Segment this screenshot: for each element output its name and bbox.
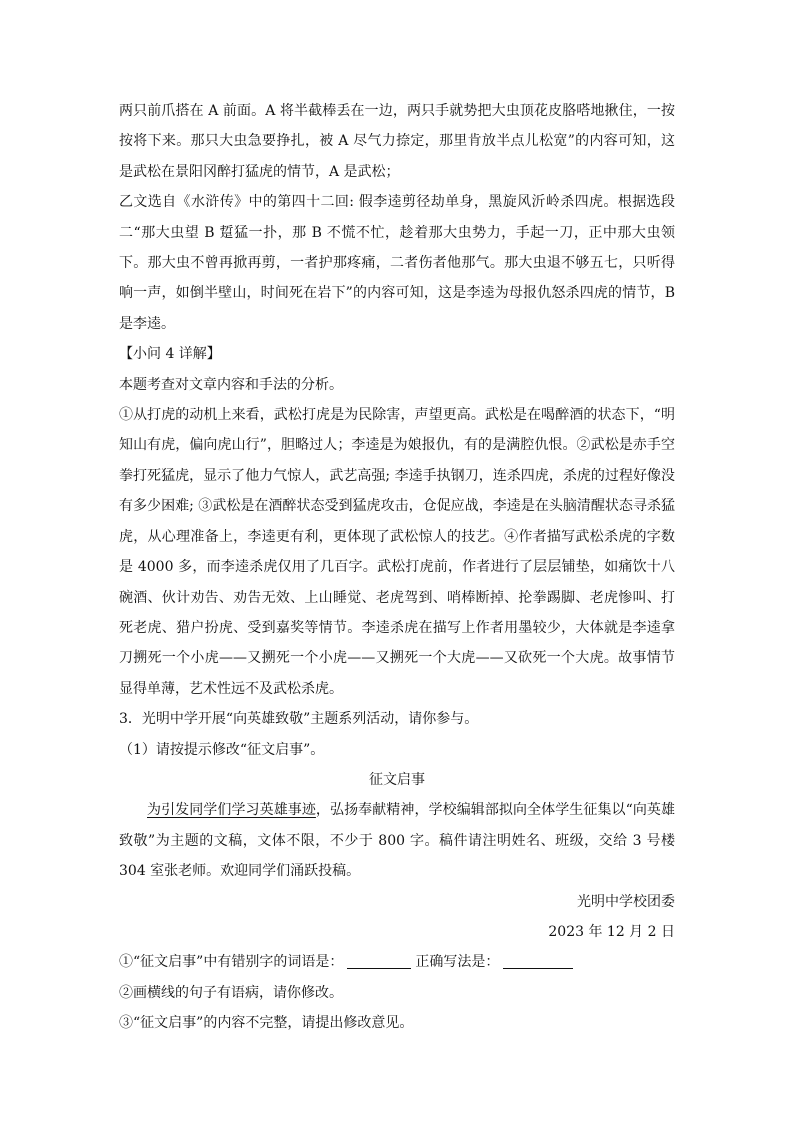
notice-body [119, 795, 675, 886]
notice-title: 征文启事 [369, 771, 425, 788]
paragraph-topic: 本题考查对文章内容和手法的分析。 [119, 376, 343, 393]
question-grammar: ②画横线的句子有语病，请你修改。 [119, 984, 343, 1001]
paragraph-analysis-a: 两只前爪搭在 A 前面。A 将半截棒丢在一边，两只手就势把大虫顶花皮胳嗒地揪住，一按按将下来。那只大虫急要挣扎，被 A 尽气力捺定，那里肯放半点儿松宽”的内容可知，这是武松在景阳冈醉打猛虎的情节，A 是武松； [119, 103, 675, 180]
answer-blank-typo[interactable] [347, 954, 411, 969]
question-typo-prefix: ①“征文启事”中有错别字的词语是： [119, 954, 344, 971]
notice-date: 2023 年 12 月 2 日 [548, 923, 675, 940]
notice-signature: 光明中学校团委 [577, 893, 675, 910]
question-completeness: ③“征文启事”的内容不完整，请提出修改意见。 [119, 1015, 414, 1032]
paragraph-comparison: ①从打虎的动机上来看，武松打虎是为民除害，声望更高。武松是在喝醉酒的状态下，“明知山有虎，偏向虎山行”，胆略过人；李逵是为娘报仇，有的是满腔仇恨。②武松是赤手空拳打死猛虎，显示了他力气惊人，武艺高强; 李逵手执钢刀，连杀四虎，杀虎的过程好像没有多少困难; ③武松是在酒醉状态受到猛虎攻击，仓促应战，李逵是在头脑清醒状态寻杀猛虎，从心理准备上，李逵更有利，更体现了武松惊人的技艺。④作者描写武松杀虎的字数是 4000 多，而李逵杀虎仅用了几百字。武松打虎前，作者进行了层层铺垫，如痛饮十八碗酒、伙计劝告、劝告无效、上山睡觉、老虎驾到、哨棒断掉、抡拳踢脚、老虎惨叫、打死老虎、猎户扮虎、受到嘉奖等情节。李逵杀虎在描写上作者用墨较少，大体就是李逵拿刀搠死一个小虎——又搠死一个小虎——又搠死一个大虎——又砍死一个大虎。故事情节显得单薄，艺术性远不及武松杀虎。 [119, 407, 675, 697]
notice-underlined-sentence: 为引发同学们学习英雄事迹 [147, 802, 316, 819]
notice-body-rest: ，弘扬奉献精神，学校编辑部拟向全体学生征集以“向英雄致敬”为主题的文稿，文体不限，不少于 800 字。稿件请注明姓名、班级，交给 3 号楼 304 室张老师。欢迎同学们涌跃投稿。 [119, 802, 675, 880]
question-typo-middle: 正确写法是： [415, 954, 500, 971]
question-3-part-1: （1）请按提示修改“征文启事”。 [119, 741, 325, 758]
paragraph-analysis-b: 乙文选自《水浒传》中的第四十二回: 假李逵剪径劫单身，黑旋风沂岭杀四虎。根据选段二“那大虫望 B 踅猛一扑，那 B 不慌不忙，趁着那大虫势力，手起一刀，正中那大虫领下。那大虫不曾再掀再剪，一者护那疼痛，二者伤者他那气。那大虫退不够五七，只听得响一声，如倒半壁山，时间死在岩下”的内容可知，这是李逵为母报仇怒杀四虎的情节，B 是李逵。 [119, 194, 675, 332]
subquestion-heading: 【小问 4 详解】 [119, 346, 221, 363]
document-content [119, 96, 675, 1039]
question-typo [119, 947, 675, 977]
answer-blank-correction[interactable] [503, 954, 573, 969]
question-3-stem: 3．光明中学开展“向英雄致敬”主题系列活动，请你参与。 [119, 711, 479, 728]
